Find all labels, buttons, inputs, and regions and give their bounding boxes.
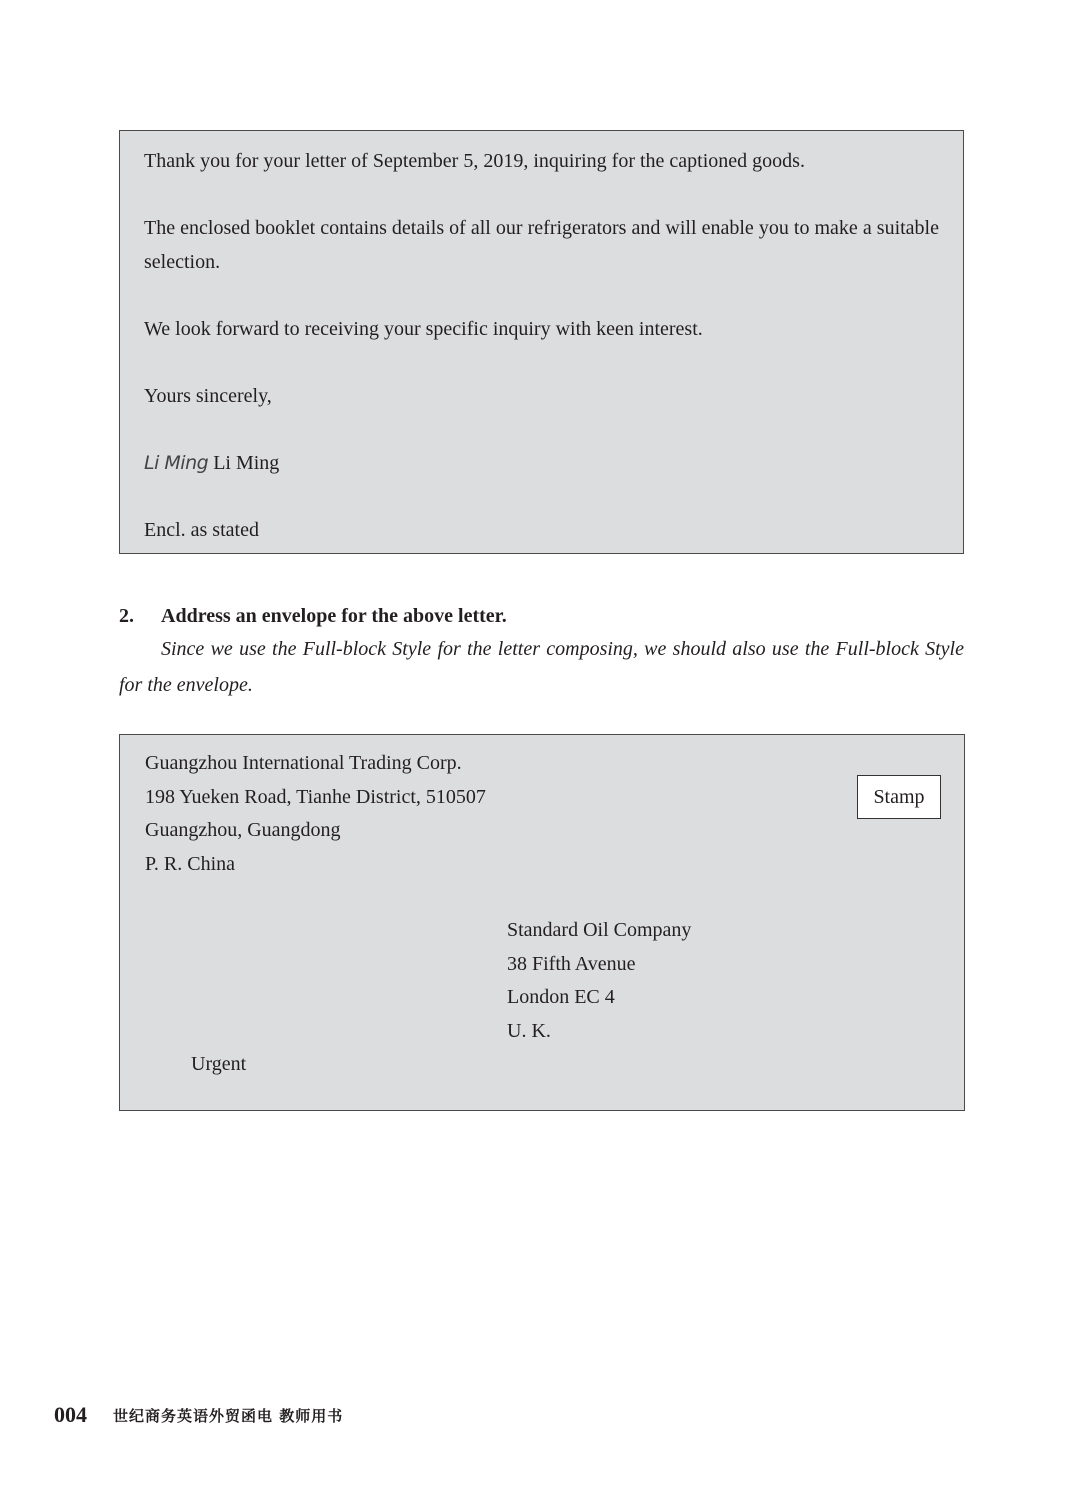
- letter-body-box: [119, 130, 964, 554]
- urgent-notation: Urgent: [191, 1053, 247, 1075]
- sender-line: P. R. China: [145, 852, 236, 875]
- recipient-line: U. K.: [507, 1019, 551, 1042]
- sender-line: Guangzhou International Trading Corp.: [145, 752, 462, 774]
- letter-paragraph-2: The enclosed booklet contains details of all our refrigerators and will enable you to make a suitable selection.: [144, 217, 939, 273]
- signer-name: Li Ming: [213, 451, 280, 474]
- sender-line: 198 Yueken Road, Tianhe District, 510507: [145, 785, 486, 808]
- recipient-line: 38 Fifth Avenue: [507, 952, 636, 975]
- exercise-number: 2.: [119, 605, 134, 627]
- recipient-line: Standard Oil Company: [507, 919, 692, 941]
- handwritten-signature: Li Ming: [144, 451, 209, 474]
- exercise-description: Since we use the Full-block Style for the letter composing, we should also use the Full-block Style for the envelope.: [119, 638, 964, 696]
- letter-paragraph-1: Thank you for your letter of September 5, 2019, inquiring for the captioned goods.: [144, 150, 805, 172]
- exercise-title: Address an envelope for the above letter.: [161, 605, 507, 627]
- stamp-box: Stamp: [857, 775, 941, 819]
- recipient-address: [507, 914, 691, 1048]
- exercise-section: [119, 601, 964, 703]
- enclosure-notation: Encl. as stated: [144, 518, 259, 541]
- page-number: 004: [54, 1402, 87, 1427]
- recipient-line: London EC 4: [507, 986, 615, 1008]
- letter-paragraph-3: We look forward to receiving your specific inquiry with keen interest.: [144, 317, 703, 340]
- book-title: 世纪商务英语外贸函电 教师用书: [113, 1406, 344, 1425]
- sender-line: Guangzhou, Guangdong: [145, 819, 341, 841]
- exercise-heading: [119, 601, 964, 631]
- signature-line: [144, 447, 939, 481]
- sender-address: [145, 747, 486, 881]
- letter-closing: Yours sincerely,: [144, 384, 272, 407]
- page-footer: [54, 1400, 343, 1430]
- envelope-box: [119, 734, 965, 1111]
